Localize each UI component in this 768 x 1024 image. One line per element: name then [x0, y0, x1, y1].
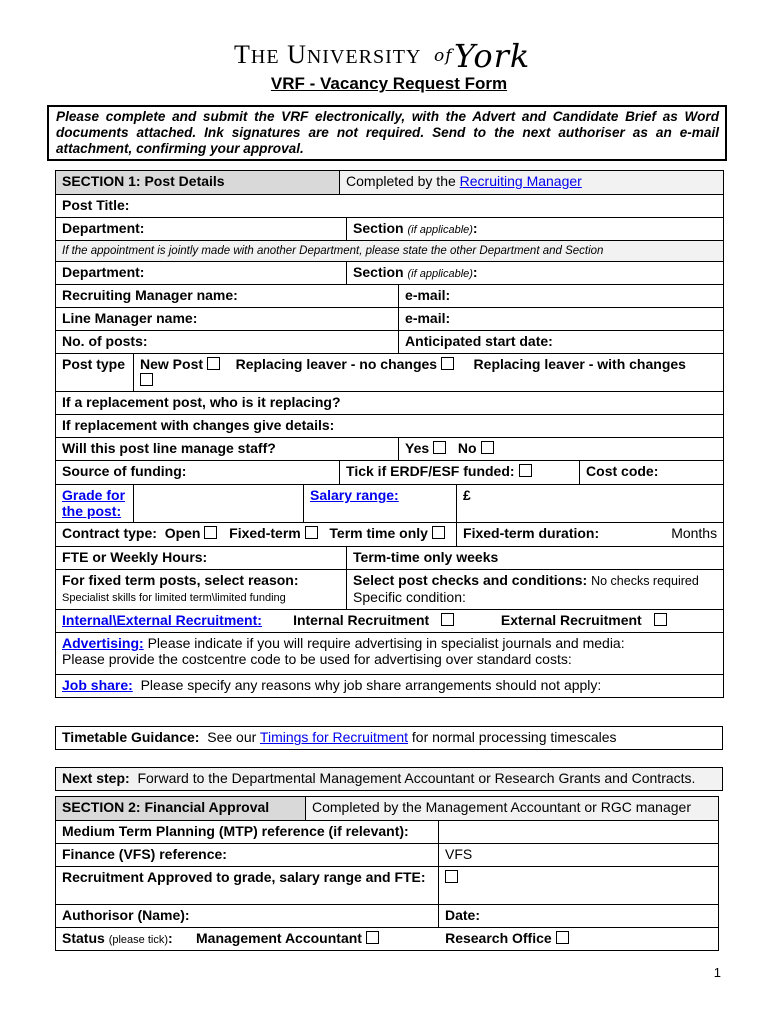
- internal-external-link[interactable]: Internal\External Recruitment:: [62, 612, 262, 628]
- joint-appointment-note: If the appointment is jointly made with another Department, please state the other Department and Section: [56, 241, 724, 262]
- fixed-term-reason-select[interactable]: Specialist skills for limited term\limited funding: [62, 592, 286, 604]
- recruitment-approved-label: Recruitment Approved to grade, salary range and FTE:: [56, 867, 439, 905]
- line-manage-options: Yes No: [399, 438, 724, 461]
- external-recruitment-checkbox[interactable]: [654, 613, 667, 626]
- management-accountant-checkbox[interactable]: [366, 931, 379, 944]
- grade-value[interactable]: [134, 485, 304, 523]
- fixed-term-duration-field[interactable]: Fixed-term duration: Months: [457, 523, 724, 547]
- mtp-reference-value[interactable]: [439, 821, 719, 844]
- contract-term-time-checkbox[interactable]: [432, 526, 445, 539]
- erdf-checkbox[interactable]: [519, 464, 532, 477]
- replacement-changes-field[interactable]: If replacement with changes give details:: [56, 415, 724, 438]
- job-share-link[interactable]: Job share:: [62, 677, 133, 693]
- contract-open-checkbox[interactable]: [204, 526, 217, 539]
- recruitment-approved-cell: [439, 867, 719, 905]
- instructions-notice: Please complete and submit the VRF electronically, with the Advert and Candidate Brief as Word documents attached. Ink signatures are not required. Send to the next authoriser as an e-mail attachment, confirming your approval.: [47, 105, 727, 161]
- line-manager-email-field[interactable]: e-mail:: [399, 308, 724, 331]
- other-department-field[interactable]: Department:: [56, 262, 347, 285]
- job-share-field[interactable]: Job share: Please specify any reasons why job share arrangements should not apply:: [56, 675, 724, 698]
- term-time-weeks-field[interactable]: Term-time only weeks: [347, 547, 724, 570]
- line-manage-no-checkbox[interactable]: [481, 441, 494, 454]
- contract-fixed-term-checkbox[interactable]: [305, 526, 318, 539]
- internal-recruitment-checkbox[interactable]: [441, 613, 454, 626]
- vfs-reference-label: Finance (VFS) reference:: [56, 844, 439, 867]
- recruiting-manager-name-field[interactable]: Recruiting Manager name:: [56, 285, 399, 308]
- post-checks-field[interactable]: Select post checks and conditions: No checks required Specific condition:: [347, 570, 724, 610]
- authorisor-name-field[interactable]: Authorisor (Name):: [56, 905, 439, 928]
- timetable-guidance: Timetable Guidance: See our Timings for Recruitment for normal processing timescales: [56, 727, 723, 750]
- recruitment-approved-checkbox[interactable]: [445, 870, 458, 883]
- post-type-options: New Post Replacing leaver - no changes Replacing leaver - with changes: [134, 354, 724, 392]
- fte-field[interactable]: FTE or Weekly Hours:: [56, 547, 347, 570]
- source-funding-field[interactable]: Source of funding:: [56, 461, 340, 485]
- replacement-who-field[interactable]: If a replacement post, who is it replacing?: [56, 392, 724, 415]
- replacing-with-changes-checkbox[interactable]: [140, 373, 153, 386]
- advertising-link[interactable]: Advertising:: [62, 635, 144, 651]
- contract-type-options: Contract type: Open Fixed-term Term time only: [56, 523, 457, 547]
- research-office-checkbox[interactable]: [556, 931, 569, 944]
- erdf-funded: Tick if ERDF/ESF funded:: [340, 461, 580, 485]
- timings-for-recruitment-link[interactable]: Timings for Recruitment: [259, 729, 408, 745]
- line-manage-yes-checkbox[interactable]: [433, 441, 446, 454]
- university-logo-wordmark: [234, 37, 534, 75]
- date-field[interactable]: Date:: [439, 905, 719, 928]
- new-post-checkbox[interactable]: [207, 357, 220, 370]
- other-section-field[interactable]: Section (if applicable):: [347, 262, 724, 285]
- recruiting-manager-email-field[interactable]: e-mail:: [399, 285, 724, 308]
- form-title: VRF - Vacancy Request Form: [270, 74, 508, 93]
- section1-completed-by: Completed by the Recruiting Manager: [340, 171, 724, 195]
- recruiting-manager-link[interactable]: Recruiting Manager: [459, 173, 582, 189]
- next-step-box: [55, 767, 723, 791]
- mtp-reference-label: Medium Term Planning (MTP) reference (if relevant):: [56, 821, 439, 844]
- advertising-field[interactable]: Advertising: Please indicate if you will require advertising in specialist journals and media: Please provide the costcentre code to be used for advertising over standard costs:: [56, 633, 724, 675]
- post-checks-select[interactable]: No checks required: [591, 574, 699, 588]
- next-step: Next step: Forward to the Departmental Management Accountant or Research Grants and Contracts.: [56, 768, 723, 791]
- post-type-label: Post type: [56, 354, 134, 392]
- status-options: Status (please tick): Management Accountant Research Office: [56, 928, 719, 951]
- line-manage-question: Will this post line manage staff?: [56, 438, 399, 461]
- internal-external-recruitment: Internal\External Recruitment: Internal Recruitment External Recruitment: [56, 610, 724, 633]
- department-field[interactable]: Department:: [56, 218, 347, 241]
- cost-code-field[interactable]: Cost code:: [580, 461, 724, 485]
- svg-text:of: of: [434, 46, 453, 66]
- anticipated-start-field[interactable]: Anticipated start date:: [399, 331, 724, 354]
- section-field[interactable]: Section (if applicable):: [347, 218, 724, 241]
- section2-completed-by: Completed by the Management Accountant or RGC manager: [306, 797, 719, 821]
- grade-link[interactable]: Grade for the post:: [56, 485, 134, 523]
- section2-heading: SECTION 2: Financial Approval: [56, 797, 306, 821]
- salary-range-value[interactable]: £: [457, 485, 724, 523]
- salary-range-link[interactable]: Salary range:: [304, 485, 457, 523]
- svg-text:THE UNIVERSITY: THE UNIVERSITY: [234, 40, 422, 69]
- vfs-reference-value[interactable]: VFS: [439, 844, 719, 867]
- fixed-term-reason-field[interactable]: For fixed term posts, select reason: Specialist skills for limited term\limited funding: [56, 570, 347, 610]
- post-title-field[interactable]: Post Title:: [56, 195, 724, 218]
- no-of-posts-field[interactable]: No. of posts:: [56, 331, 399, 354]
- page-number: 1: [713, 965, 721, 980]
- replacing-no-changes-checkbox[interactable]: [441, 357, 454, 370]
- timetable-guidance-box: [55, 726, 723, 750]
- section2-table: [55, 796, 719, 951]
- section1-table: [55, 170, 724, 698]
- svg-text:York: York: [454, 37, 531, 75]
- line-manager-name-field[interactable]: Line Manager name:: [56, 308, 399, 331]
- section1-heading: SECTION 1: Post Details: [56, 171, 340, 195]
